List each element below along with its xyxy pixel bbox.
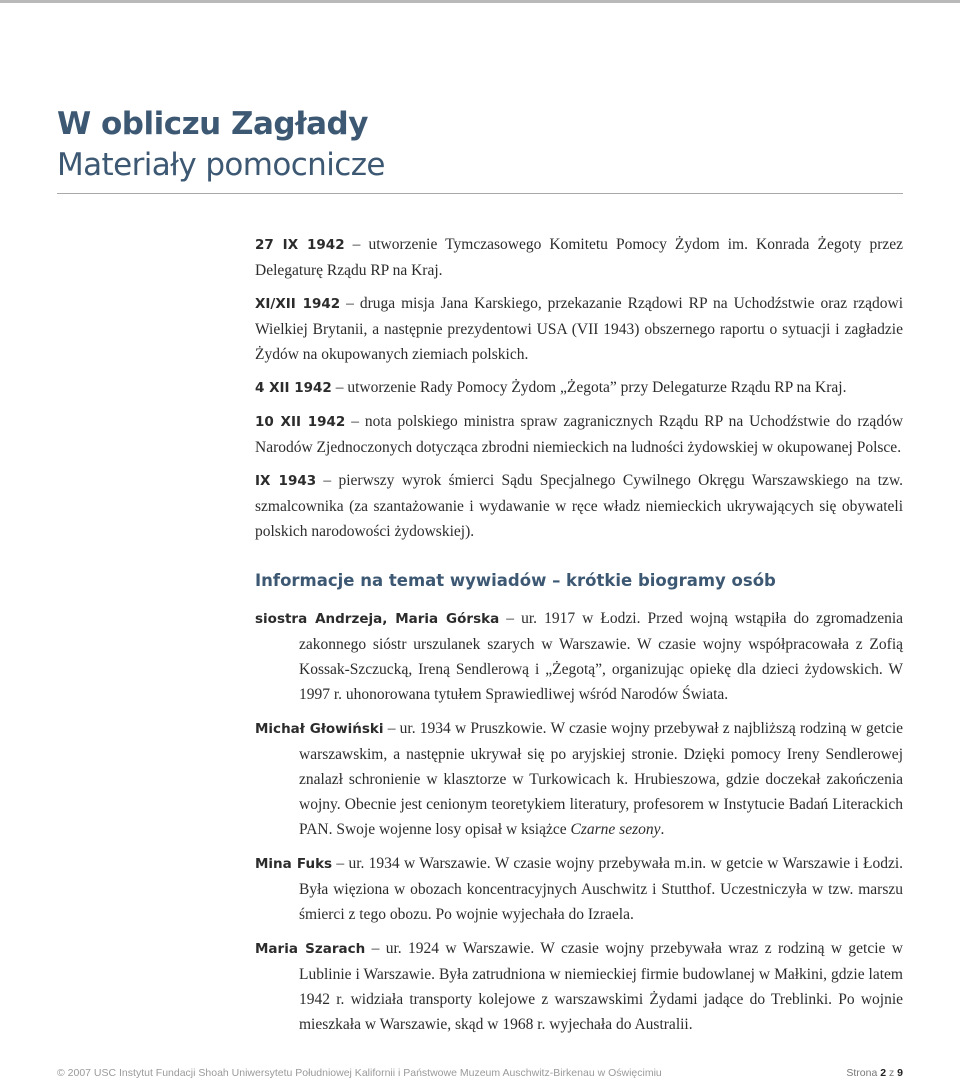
timeline-date: 4 XII 1942 xyxy=(255,380,332,396)
timeline-text: utworzenie Tymczasowego Komitetu Pomocy Żydom im. Konrada Żegoty przez Delegaturę Rządu RP na Kraj. xyxy=(255,236,903,279)
timeline-date: 27 IX 1942 xyxy=(255,237,345,253)
biography-text: ur. 1934 w Warszawie. W czasie wojny przebywała m.in. w getcie w Warszawie i Łodzi. Była więziona w obozach koncentracyjnych Auschwitz i Stutthof. Uczestniczyła w tzw. marszu śmierci z tego obozu. Po wojnie wyjechała do Izraela. xyxy=(299,855,904,923)
timeline-separator: – xyxy=(316,472,339,489)
timeline-separator: – xyxy=(345,413,365,430)
timeline-entry xyxy=(255,375,903,401)
biography-name: Michał Głowiński xyxy=(255,721,384,737)
biography-separator: – xyxy=(499,610,522,627)
biography-name: siostra Andrzeja, Maria Górska xyxy=(255,611,500,627)
biography-separator: – xyxy=(332,855,349,872)
page-footer xyxy=(57,1067,903,1081)
timeline-text: pierwszy wyrok śmierci Sądu Specjalnego Cywilnego Okręgu Warszawskiego na tzw. szmalcownika (za szantażowanie i wydawanie w ręce władz niemieckich ukrywających się obywateli polskich narodowości żydowskiej). xyxy=(255,472,904,540)
timeline-separator: – xyxy=(344,236,369,253)
document-subtitle: Materiały pomocnicze xyxy=(57,147,385,183)
biography-entry xyxy=(255,716,903,842)
section-heading: Informacje na temat wywiadów – krótkie biogramy osób xyxy=(255,571,776,590)
biography-separator: – xyxy=(365,940,386,957)
timeline-entry xyxy=(255,468,903,544)
page-number xyxy=(846,1067,903,1079)
biography-name: Mina Fuks xyxy=(255,856,333,872)
timeline-date: 10 XII 1942 xyxy=(255,414,346,430)
copyright-text: © 2007 USC Instytut Fundacji Shoah Uniwersytetu Południowej Kalifornii i Państwowe Muzeum Auschwitz-Birkenau w Oświęcimiu xyxy=(57,1067,662,1079)
biography-entry xyxy=(255,606,903,707)
timeline-separator: – xyxy=(331,379,348,396)
title-divider xyxy=(57,193,903,194)
timeline-entry xyxy=(255,232,903,283)
page-current: 2 xyxy=(880,1067,887,1079)
biography-tail: . xyxy=(660,821,665,838)
document-header xyxy=(57,104,903,186)
page-of: z xyxy=(886,1067,898,1079)
timeline-text: utworzenie Rady Pomocy Żydom „Żegota” przy Delegaturze Rządu RP na Kraj. xyxy=(347,379,847,396)
timeline-date: IX 1943 xyxy=(255,473,317,489)
biography-entry xyxy=(255,936,903,1037)
page-total: 9 xyxy=(897,1067,903,1079)
timeline-text: druga misja Jana Karskiego, przekazanie Rządowi RP na Uchodźstwie oraz rządowi Wielkiej Brytanii, a następnie prezydentowi USA (VII 1943) obszernego raportu o sytuacji i zagładzie Żydów na okupowanych ziemiach polskich. xyxy=(255,295,903,363)
document-title: W obliczu Zagłady xyxy=(57,106,368,142)
timeline-entry xyxy=(255,291,903,367)
biography-name: Maria Szarach xyxy=(255,941,366,957)
biography-entry xyxy=(255,851,903,927)
page-label: Strona xyxy=(846,1067,881,1079)
biography-text: ur. 1924 w Warszawie. W czasie wojny przebywała wraz z rodziną w getcie w Lublinie i Warszawie. Była zatrudniona w niemieckiej firmie budowlanej w Małkini, gdzie latem 1942 r. widziała transporty kolejowe z warszawskimi Żydami jadące do Treblinki. Po wojnie mieszkała w Warszawie, skąd w 1968 r. wyjechała do Australii. xyxy=(299,940,903,1033)
biography-text: ur. 1934 w Pruszkowie. W czasie wojny przebywał z najbliższą rodziną w getcie warszawskim, a następnie ukrywał się po aryjskiej stronie. Dzięki pomocy Ireny Sendlerowej znalazł schronienie w klasztorze w Turkowicach k. Hrubieszowa, gdzie doczekał zakończenia wojny. Obecnie jest cenionym teoretykiem literatury, profesorem w Instytucie Badań Literackich PAN. Swoje wojenne losy opisał w książce xyxy=(299,720,904,838)
biography-book-title: Czarne sezony xyxy=(570,821,661,838)
top-rule xyxy=(0,0,960,3)
timeline-date: XI/XII 1942 xyxy=(255,296,341,312)
document-body xyxy=(255,232,903,1046)
biography-separator: – xyxy=(383,720,400,737)
timeline-separator: – xyxy=(340,295,360,312)
biography-text: ur. 1917 w Łodzi. Przed wojną wstąpiła do zgromadzenia zakonnego sióstr urszulanek szarych w Warszawie. W czasie wojny współpracowała z Zofią Kossak-Szczucką, Ireną Sendlerową i „Żegotą”, organizując opiekę dla dzieci żydowskich. W 1997 r. uhonorowana tytułem Sprawiedliwej wśród Narodów Świata. xyxy=(299,610,904,703)
timeline-entry xyxy=(255,409,903,460)
timeline-text: nota polskiego ministra spraw zagranicznych Rządu RP na Uchodźstwie do rządów Narodów Zjednoczonych dotycząca zbrodni niemieckich na ludności żydowskiej w okupowanej Polsce. xyxy=(255,413,904,456)
